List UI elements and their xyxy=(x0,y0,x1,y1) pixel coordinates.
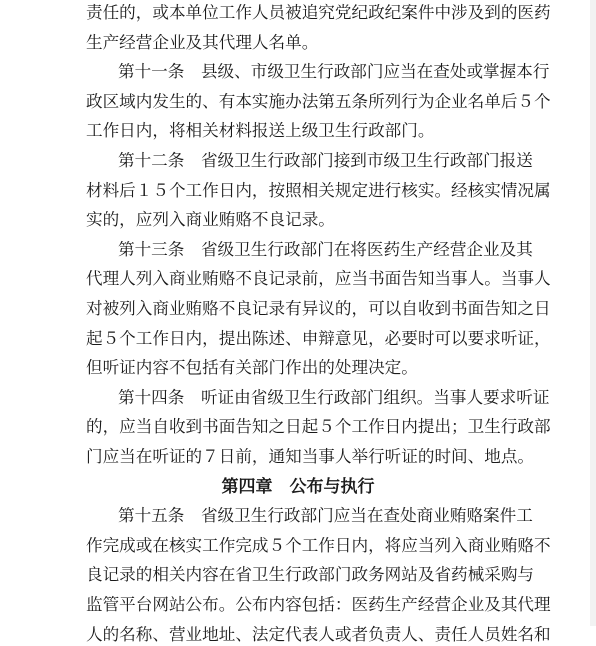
article-12-line: 第十二条 省级卫生行政部门接到市级卫生行政部门报送 xyxy=(118,151,533,170)
chapter-heading: 第四章 公布与执行 xyxy=(221,476,375,497)
article-15-line: 第十五条 省级卫生行政部门应当在查处商业贿赂案件工 xyxy=(118,506,533,526)
text-line: 但听证内容不包括有关部门作出的处理决定。 xyxy=(86,358,418,378)
text-line: 监管平台网站公布。公布内容包括：医药生产经营企业及其代理 xyxy=(86,595,551,614)
scan-edge xyxy=(590,0,596,626)
text-line: 工作日内，将相关材料报送上级卫生行政部门。 xyxy=(86,121,435,141)
text-line: 材料后１５个工作日内，按照相关规定进行核实。经核实情况属 xyxy=(86,180,551,200)
article-14-line: 第十四条 听证由省级卫生行政部门组织。当事人要求听证 xyxy=(118,387,550,407)
text-line: 的，应当自收到书面告知之日起５个工作日内提出；卫生行政部 xyxy=(86,417,551,437)
text-line: 责任的，或本单位工作人员被追究党纪政纪案件中涉及到的医药 xyxy=(86,3,551,22)
text-line: 代理人列入商业贿赂不良记录前，应当书面告知当事人。当事人 xyxy=(86,269,551,289)
text-line: 良记录的相关内容在省卫生行政部门政务网站及省药械采购与 xyxy=(86,565,535,585)
article-11-line: 第十一条 县级、市级卫生行政部门应当在查处或掌握本行 xyxy=(118,62,550,82)
text-line: 起５个工作日内，提出陈述、申辩意见，必要时可以要求听证， xyxy=(86,328,551,348)
text-line: 实的，应列入商业贿赂不良记录。 xyxy=(86,210,335,230)
text-line: 政区域内发生的、有本实施办法第五条所列行为企业名单后５个 xyxy=(86,91,551,111)
text-line: 对被列入商业贿赂不良记录有异议的，可以自收到书面告知之日 xyxy=(86,299,551,318)
text-line: 生产经营企业及其代理人名单。 xyxy=(86,32,319,52)
text-line: 作完成或在核实工作完成５个工作日内，将应当列入商业贿赂不 xyxy=(86,535,551,555)
article-13-line: 第十三条 省级卫生行政部门在将医药生产经营企业及其 xyxy=(118,239,533,259)
text-line: 人的名称、营业地址、法定代表人或者负责人、责任人员姓名和 xyxy=(86,624,551,644)
text-line: 门应当在听证的７日前，通知当事人举行听证的时间、地点。 xyxy=(86,447,535,466)
